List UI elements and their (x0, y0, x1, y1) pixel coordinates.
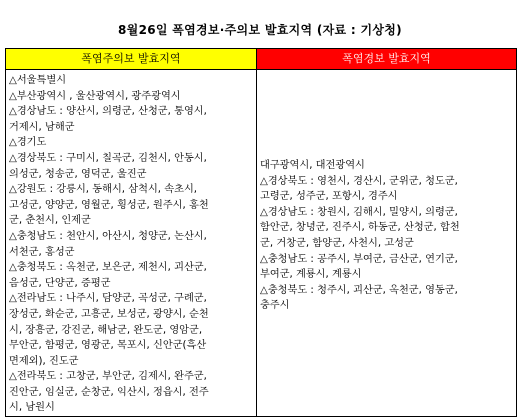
watch-line: 고성군, 양양군, 영월군, 횡성군, 원주시, 홍천 (9, 199, 209, 211)
watch-line: 서천군, 홍성군 (9, 246, 75, 258)
region-table (5, 48, 517, 417)
watch-line: △전라남도 : 나주시, 담양군, 곡성군, 구례군, (9, 293, 207, 305)
watch-line: △충청북도 : 옥천군, 보은군, 제천시, 괴산군, (9, 262, 207, 274)
watch-line: 의성군, 청송군, 영덕군, 울진군 (9, 168, 147, 180)
warning-region-cell (257, 70, 517, 417)
watch-column-header: 폭염주의보 발효지역 (6, 49, 257, 70)
watch-line: 장성군, 화순군, 고흥군, 보성군, 광양시, 순천 (9, 308, 209, 320)
watch-line: 시, 장흥군, 강진군, 해남군, 완도군, 영암군, (9, 324, 203, 336)
watch-line: 음성군, 단양군, 증평군 (9, 277, 111, 289)
body-row (6, 70, 517, 417)
warning-line: 함안군, 창녕군, 진주시, 하동군, 산청군, 합천 (260, 222, 460, 234)
watch-line: △경상남도 : 양산시, 의령군, 산청군, 통영시, (9, 106, 207, 118)
watch-line: 시, 남원시 (9, 402, 55, 414)
header-row (6, 49, 517, 70)
watch-line: △전라북도 : 고창군, 부안군, 김제시, 완주군, (9, 371, 207, 383)
watch-line: △부산광역시 , 울산광역시, 광주광역시 (9, 90, 181, 102)
watch-line: △경상북도 : 구미시, 칠곡군, 김천시, 안동시, (9, 152, 207, 164)
warning-line: △경상북도 : 영천시, 경산시, 군위군, 청도군, (260, 175, 458, 187)
watch-line: 무안군, 함평군, 영광군, 목포시, 신안군(흑산 (9, 340, 207, 352)
watch-line: 진안군, 임실군, 순창군, 익산시, 정읍시, 전주 (9, 386, 209, 398)
watch-region-cell (6, 70, 257, 417)
watch-line: △경기도 (9, 137, 47, 149)
watch-line: △서울특별시 (9, 75, 67, 86)
warning-line: 고령군, 성주군, 포항시, 경주시 (260, 191, 398, 203)
watch-line: 면제외), 진도군 (9, 355, 79, 367)
warning-line: △경상남도 : 창원시, 김해시, 밀양시, 의령군, (260, 206, 458, 218)
watch-line: 군, 춘천시, 인제군 (9, 215, 91, 227)
warning-line: 충주시 (260, 300, 290, 312)
warning-line: 군, 거창군, 함양군, 사천시, 고성군 (260, 237, 414, 249)
watch-line: △충청남도 : 천안시, 아산시, 청양군, 논산시, (9, 230, 207, 242)
warning-column-header: 폭염경보 발효지역 (257, 49, 517, 70)
watch-line: 거제시, 남해군 (9, 121, 75, 133)
warning-region-list (260, 73, 513, 314)
warning-line: △충청북도 : 청주시, 괴산군, 옥천군, 영동군, (260, 284, 458, 296)
warning-line: △충청남도 : 공주시, 부여군, 금산군, 연기군, (260, 253, 458, 265)
warning-line: 부여군, 계룡시, 계룡시 (260, 269, 362, 281)
watch-line: △강원도 : 강릉시, 동해시, 삼척시, 속초시, (9, 184, 198, 196)
page-title: 8월26일 폭염경보·주의보 발효지역 (자료 : 기상청) (118, 23, 402, 37)
warning-line: 대구광역시, 대전광역시 (260, 160, 365, 171)
